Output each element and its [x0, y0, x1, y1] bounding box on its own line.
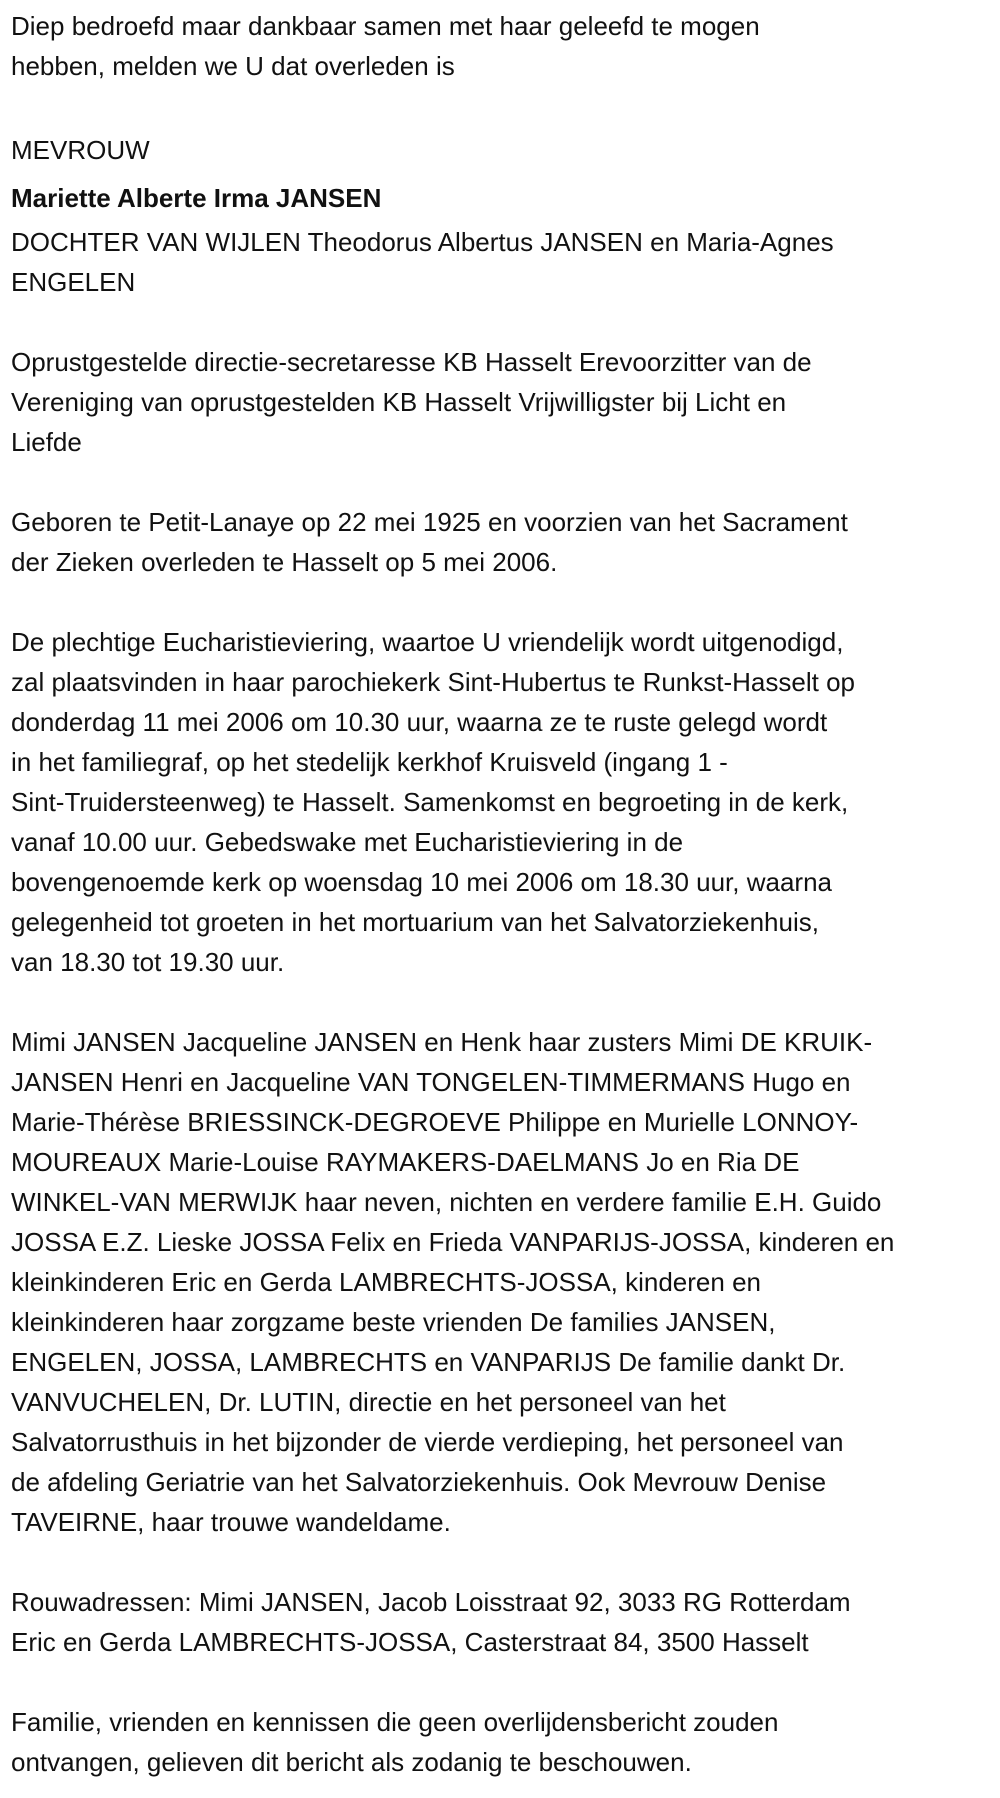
text-line: van 18.30 tot 19.30 uur.	[11, 947, 285, 977]
text-line: ENGELEN, JOSSA, LAMBRECHTS en VANPARIJS De familie dankt Dr.	[11, 1347, 846, 1377]
text-line: JANSEN Henri en Jacqueline VAN TONGELEN-TIMMERMANS Hugo en	[11, 1067, 851, 1097]
text-line: hebben, melden we U dat overleden is	[11, 51, 455, 81]
parents-paragraph	[11, 222, 1000, 302]
text-line: kleinkinderen Eric en Gerda LAMBRECHTS-JOSSA, kinderen en	[11, 1267, 761, 1297]
text-line: der Zieken overleden te Hasselt op 5 mei 2006.	[11, 547, 558, 577]
text-line: Geboren te Petit-Lanaye op 22 mei 1925 en voorzien van het Sacrament	[11, 507, 848, 537]
text-line: Mimi JANSEN Jacqueline JANSEN en Henk haar zusters Mimi DE KRUIK-	[11, 1027, 873, 1057]
text-line: ENGELEN	[11, 267, 136, 297]
text-line: DOCHTER VAN WIJLEN Theodorus Albertus JANSEN en Maria-Agnes	[11, 227, 834, 257]
text-line: Diep bedroefd maar dankbaar samen met haar geleefd te mogen	[11, 11, 760, 41]
text-line: TAVEIRNE, haar trouwe wandeldame.	[11, 1507, 451, 1537]
text-line: ontvangen, gelieven dit bericht als zodanig te beschouwen.	[11, 1747, 692, 1777]
deceased-name: Mariette Alberte Irma JANSEN	[11, 183, 382, 213]
text-line: gelegenheid tot groeten in het mortuarium van het Salvatorziekenhuis,	[11, 907, 819, 937]
text-line: Vereniging van oprustgestelden KB Hasselt Vrijwilligster bij Licht en	[11, 387, 787, 417]
text-line: kleinkinderen haar zorgzame beste vrienden De families JANSEN,	[11, 1307, 776, 1337]
intro-paragraph	[11, 6, 1000, 86]
text-line: Liefde	[11, 427, 82, 457]
family-paragraph	[11, 1022, 1000, 1542]
text-line: donderdag 11 mei 2006 om 10.30 uur, waarna ze te ruste gelegd wordt	[11, 707, 828, 737]
text-line: MOUREAUX Marie-Louise RAYMAKERS-DAELMANS Jo en Ria DE	[11, 1147, 800, 1177]
text-line: Sint-Truidersteenweg) te Hasselt. Samenkomst en begroeting in de kerk,	[11, 787, 849, 817]
text-line: Oprustgestelde directie-secretaresse KB Hasselt Erevoorzitter van de	[11, 347, 812, 377]
text-line: de afdeling Geriatrie van het Salvatorziekenhuis. Ook Mevrouw Denise	[11, 1467, 827, 1497]
career-paragraph	[11, 342, 1000, 462]
text-line: zal plaatsvinden in haar parochiekerk Sint-Hubertus te Runkst-Hasselt op	[11, 667, 855, 697]
text-line: vanaf 10.00 uur. Gebedswake met Eucharistieviering in de	[11, 827, 684, 857]
addresses-paragraph	[11, 1582, 1000, 1662]
salutation: MEVROUW	[11, 135, 150, 165]
text-line: Salvatorrusthuis in het bijzonder de vierde verdieping, het personeel van	[11, 1427, 844, 1457]
text-line: Marie-Thérèse BRIESSINCK-DEGROEVE Philippe en Murielle LONNOY-	[11, 1107, 859, 1137]
text-line: bovengenoemde kerk op woensdag 10 mei 2006 om 18.30 uur, waarna	[11, 867, 833, 897]
text-line: VANVUCHELEN, Dr. LUTIN, directie en het personeel van het	[11, 1387, 726, 1417]
text-line: De plechtige Eucharistieviering, waartoe U vriendelijk wordt uitgenodigd,	[11, 627, 844, 657]
text-line: JOSSA E.Z. Lieske JOSSA Felix en Frieda VANPARIJS-JOSSA, kinderen en	[11, 1227, 895, 1257]
text-line: Rouwadressen: Mimi JANSEN, Jacob Loisstraat 92, 3033 RG Rotterdam	[11, 1587, 851, 1617]
text-line: Familie, vrienden en kennissen die geen overlijdensbericht zouden	[11, 1707, 779, 1737]
text-line: Eric en Gerda LAMBRECHTS-JOSSA, Casterstraat 84, 3500 Hasselt	[11, 1627, 809, 1657]
text-line: in het familiegraf, op het stedelijk kerkhof Kruisveld (ingang 1 -	[11, 747, 728, 777]
birth-death-paragraph	[11, 502, 1000, 582]
ceremony-paragraph	[11, 622, 1000, 982]
text-line: WINKEL-VAN MERWIJK haar neven, nichten en verdere familie E.H. Guido	[11, 1187, 882, 1217]
closing-paragraph	[11, 1702, 1000, 1782]
